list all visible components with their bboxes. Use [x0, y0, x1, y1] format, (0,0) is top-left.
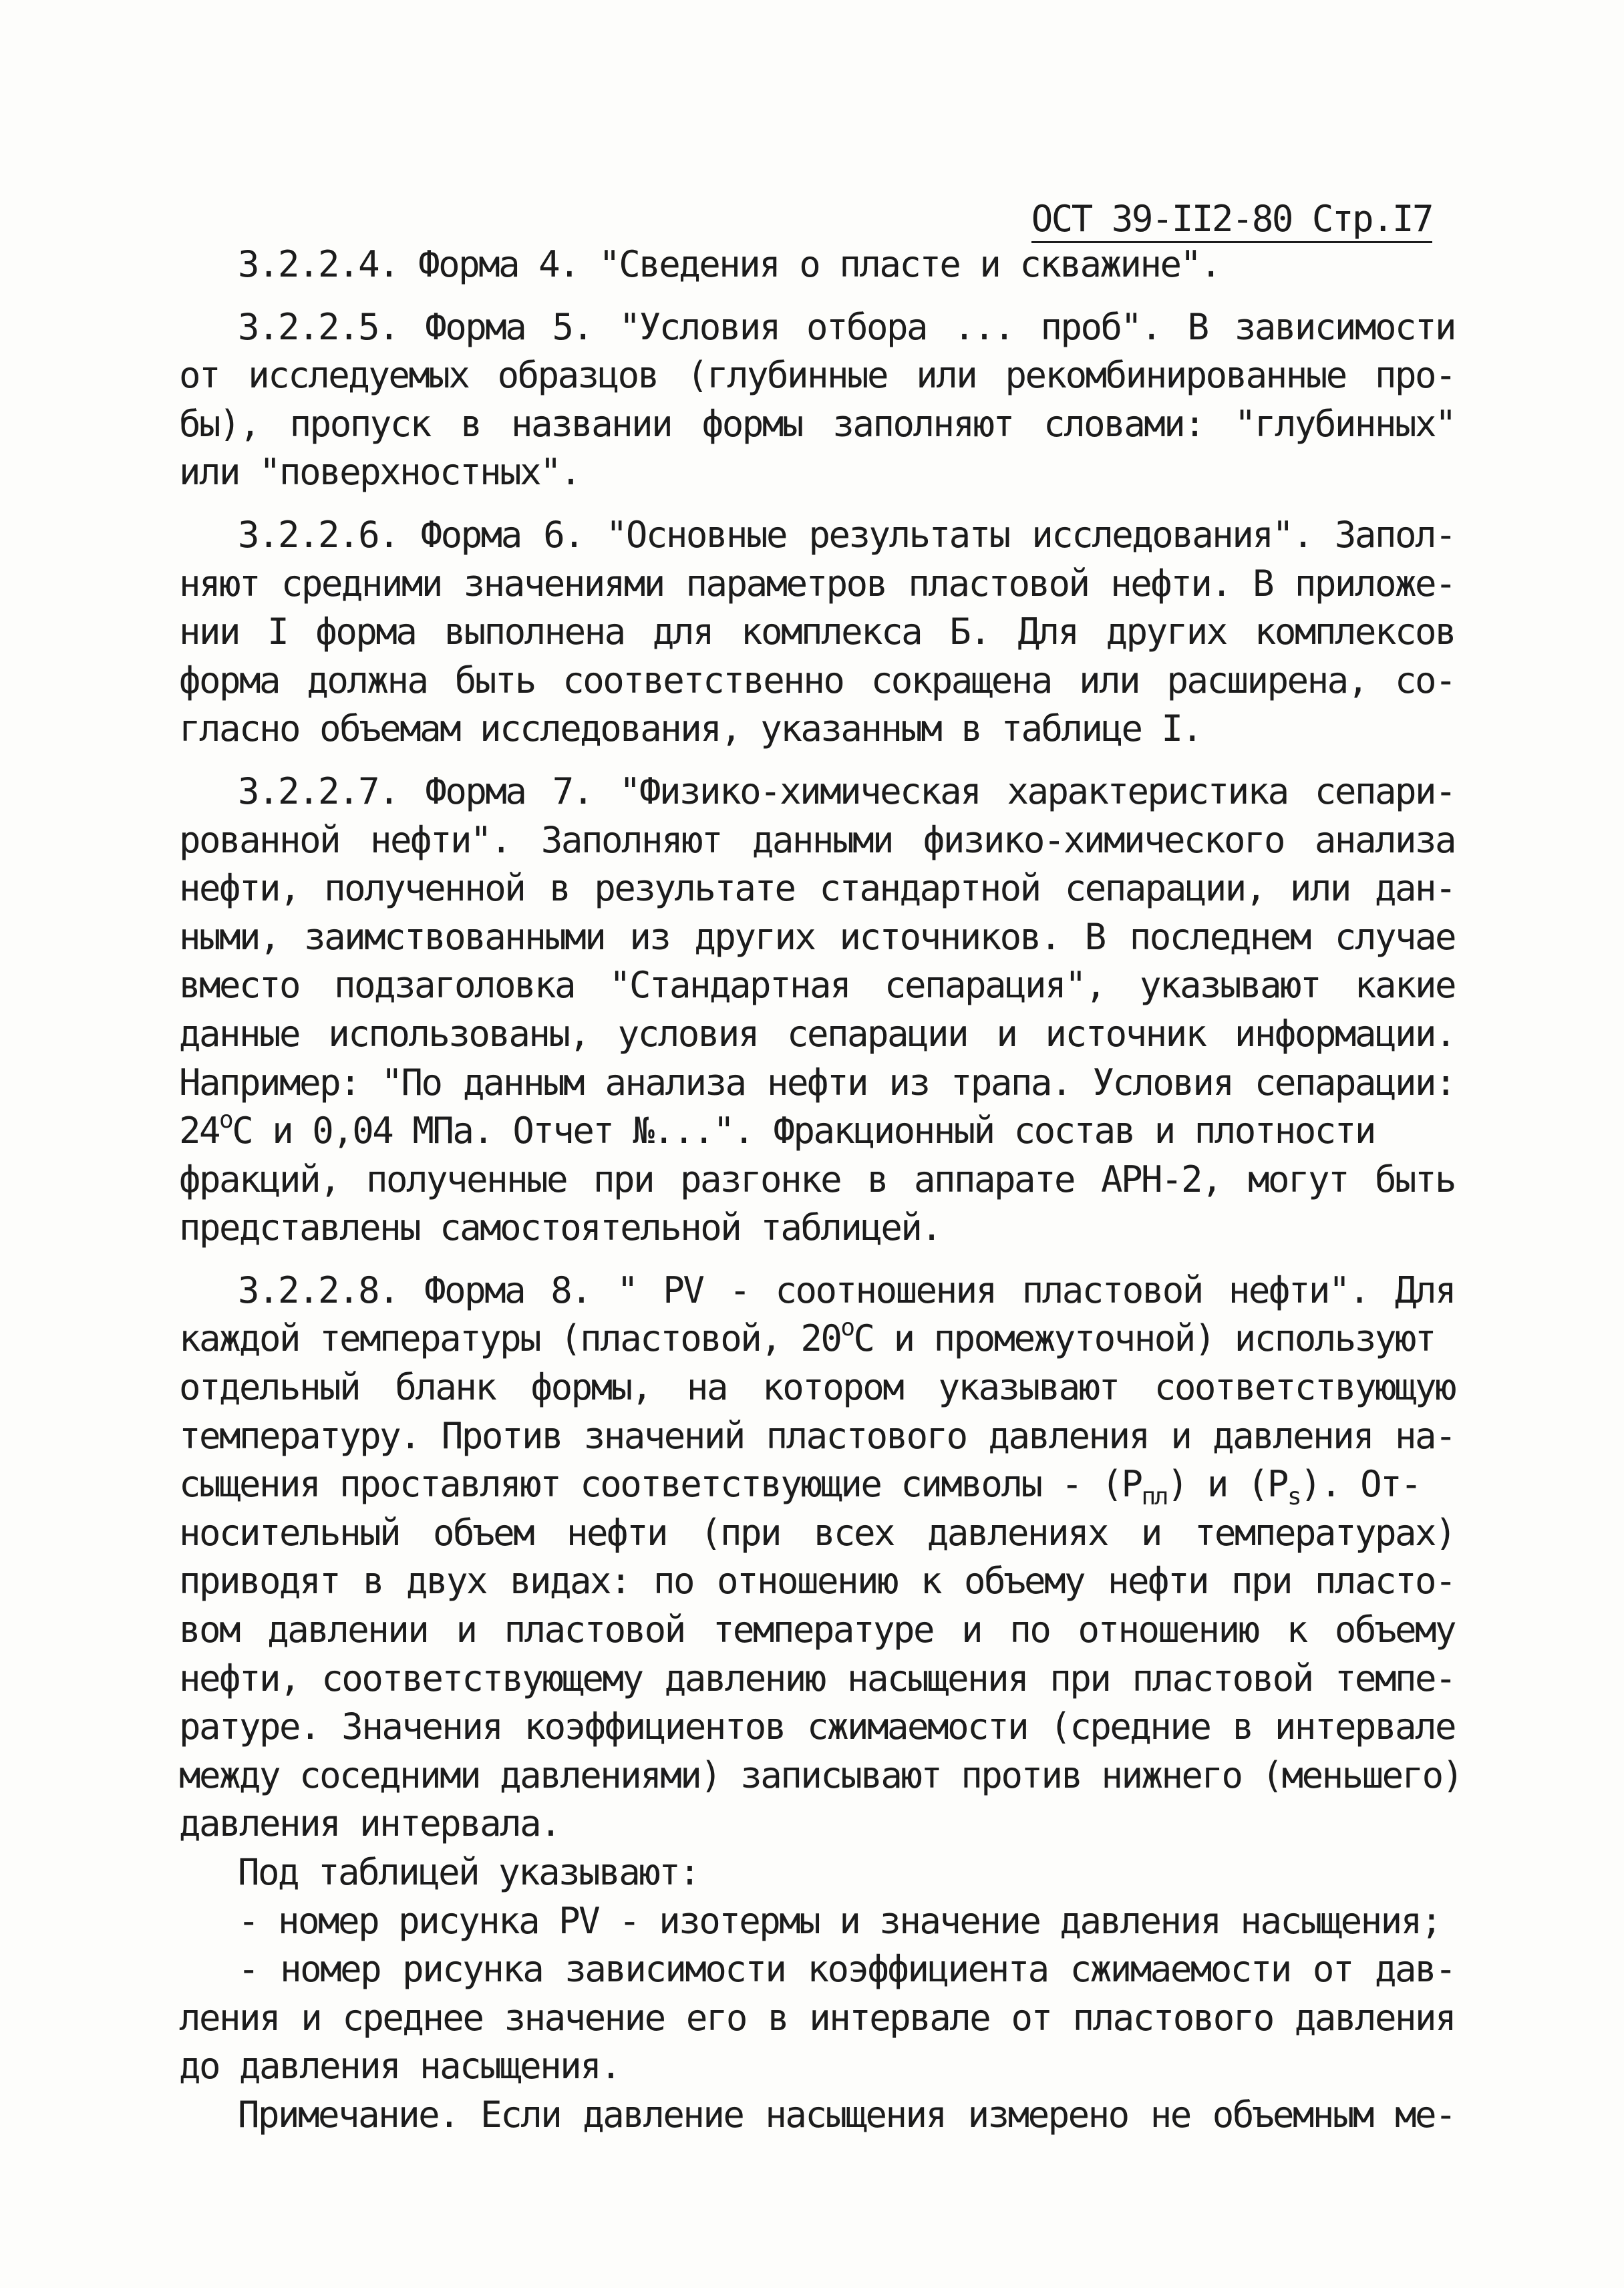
line-2-part-a: каждой температуры (пластовой, 20: [179, 1317, 841, 1360]
paragraph-3-2-2-8-line-2: [179, 1315, 1455, 1363]
line-2-part-b: С и промежуточной) используют: [853, 1317, 1435, 1360]
under-table-line-5: до давления насыщения.: [179, 2045, 621, 2088]
paragraph-3-2-2-5-line-4: или "поверхностных".: [179, 451, 581, 494]
paragraph-3-2-2-6-line-3: нии I форма выполнена для комплекса Б. Для других комплексов: [179, 611, 1455, 653]
paragraph-3-2-2-5-line-1: 3.2.2.5. Форма 5. "Условия отбора ... проб". В зависимости: [238, 305, 1455, 348]
paragraph-3-2-2-7-line-6: данные использованы, условия сепарации и источник информации.: [179, 1012, 1455, 1055]
paragraph-3-2-2-7-line-5: вместо подзаголовка "Стандартная сепарация", указывают какие: [179, 964, 1455, 1007]
paragraph-3-2-2-8-line-4: температуру. Против значений пластового давления и давления на-: [179, 1414, 1455, 1457]
paragraph-3-2-2-8-line-5: [179, 1460, 1455, 1509]
paragraph-3-2-2-7-line-7: Например: "По данным анализа нефти из трапа. Условия сепарации:: [179, 1061, 1455, 1104]
subscript-pl: пл: [1141, 1483, 1167, 1511]
line-5-part-a: сыщения проставляют соответствующие символы - (P: [179, 1463, 1142, 1506]
degree-sign: о: [219, 1106, 232, 1134]
under-table-line-3: - номер рисунка зависимости коэффициента сжимаемости от дав-: [238, 1948, 1455, 1991]
paragraph-3-2-2-8-line-7: приводят в двух видах: по отношению к объему нефти при пласто-: [179, 1560, 1455, 1603]
under-table-line-2: - номер рисунка PV - изотермы и значение давления насыщения;: [238, 1899, 1441, 1942]
paragraph-3-2-2-7-line-9: фракций, полученные при разгонке в аппарате АРН-2, могут быть: [179, 1158, 1455, 1200]
paragraph-3-2-2-8-line-1: 3.2.2.8. Форма 8. " PV - соотношения пластовой нефти". Для: [238, 1269, 1455, 1311]
paragraph-3-2-2-7-line-10: представлены самостоятельной таблицей.: [179, 1206, 941, 1249]
paragraph-3-2-2-4-line-1: 3.2.2.4. Форма 4. "Сведения о пласте и скважине".: [238, 243, 1221, 285]
paragraph-3-2-2-7-line-8: [179, 1107, 1455, 1156]
paragraph-3-2-2-7-line-3: нефти, полученной в результате стандартной сепарации, или дан-: [179, 867, 1455, 910]
paragraph-3-2-2-5-line-3: бы), пропуск в названии формы заполняют словами: "глубинных": [179, 402, 1455, 445]
paragraph-3-2-2-6-line-1: 3.2.2.6. Форма 6. "Основные результаты исследования". Запол-: [238, 513, 1455, 556]
paragraph-3-2-2-8-line-9: нефти, соответствующему давлению насыщения при пластовой темпе-: [179, 1657, 1455, 1699]
subscript-s: s: [1287, 1483, 1301, 1511]
paragraph-3-2-2-6-line-5: гласно объемам исследования, указанным в таблице I.: [179, 707, 1202, 750]
under-table-line-1: Под таблицей указывают:: [238, 1851, 699, 1893]
paragraph-3-2-2-8-line-12: давления интервала.: [179, 1802, 560, 1845]
under-table-line-4: ления и среднее значение его в интервале от пластового давления: [179, 1996, 1455, 2039]
paragraph-3-2-2-8-line-8: вом давлении и пластовой температуре и по отношению к объему: [179, 1609, 1455, 1651]
note-line-1: Примечание. Если давление насыщения измерено не объемным ме-: [238, 2093, 1455, 2136]
paragraph-3-2-2-8-line-3: отдельный бланк формы, на котором указывают соответствующую: [179, 1366, 1455, 1409]
paragraph-3-2-2-8-line-10: ратуре. Значения коэффициентов сжимаемости (средние в интервале: [179, 1705, 1455, 1748]
paragraph-3-2-2-8-line-11: между соседними давлениями) записывают против нижнего (меньшего): [179, 1754, 1462, 1796]
paragraph-3-2-2-6-line-4: форма должна быть соответственно сокращена или расширена, со-: [179, 659, 1455, 701]
paragraph-3-2-2-6-line-2: няют средними значениями параметров пластовой нефти. В приложе-: [179, 562, 1455, 605]
paragraph-3-2-2-8-line-6: носительный объем нефти (при всех давлениях и температурах): [179, 1511, 1455, 1554]
paragraph-3-2-2-7-line-1: 3.2.2.7. Форма 7. "Физико-химическая характеристика сепари-: [238, 770, 1455, 812]
paragraph-3-2-2-5-line-2: от исследуемых образцов (глубинные или рекомбинированные про-: [179, 354, 1455, 397]
body-text: [179, 240, 1462, 2140]
page-header: ОСТ 39-II2-80 Стр.I7: [1031, 198, 1432, 243]
line-5-part-b: ) и (P: [1166, 1463, 1287, 1506]
paragraph-3-2-2-7-line-4: ными, заимствованными из других источников. В последнем случае: [179, 915, 1455, 958]
line-5-part-c: ). От-: [1300, 1463, 1421, 1506]
line-8-part-b: С и 0,04 МПа. Отчет №...". Фракционный состав и плотности: [232, 1110, 1375, 1152]
degree-sign: о: [840, 1314, 854, 1342]
paragraph-3-2-2-7-line-2: рованной нефти". Заполняют данными физико-химического анализа: [179, 818, 1455, 861]
line-8-part-a: 24: [179, 1110, 220, 1152]
